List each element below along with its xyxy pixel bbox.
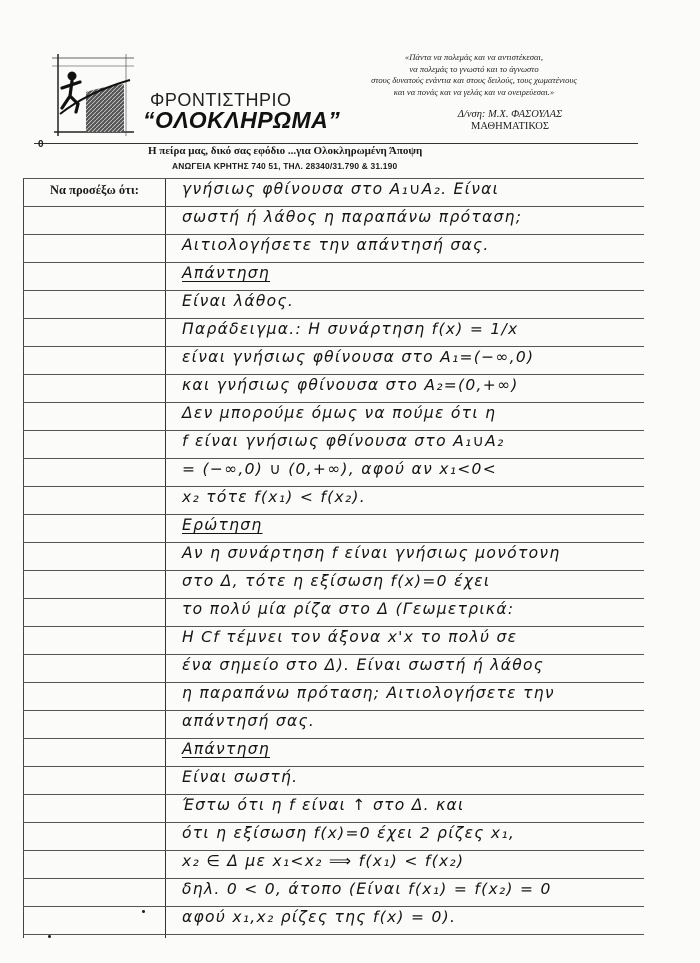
margin-line [165, 178, 166, 938]
handwritten-line: γνήσιως φθίνουσα στο A₁∪A₂. Είναι [182, 180, 500, 198]
quote [352, 52, 596, 98]
ruled-line [23, 878, 644, 879]
handwritten-line: η παραπάνω πρόταση; Αιτιολογήσετε την [182, 684, 555, 702]
ruled-line [23, 374, 644, 375]
header-rule [34, 143, 638, 144]
handwritten-line: f είναι γνήσιως φθίνουσα στο A₁∪A₂ [182, 432, 505, 450]
quote-line: «Πάντα να πολεμάς και να αντιστέκεσαι, [404, 52, 544, 62]
ruled-line [23, 542, 644, 543]
ruled-line [23, 570, 644, 571]
handwritten-line: αφού x₁,x₂ ρίζες της f(x) = 0). [182, 908, 457, 926]
ruled-line [23, 262, 644, 263]
ruled-line [23, 738, 644, 739]
ruled-line [23, 514, 644, 515]
ruled-line [23, 682, 644, 683]
handwritten-line: x₂ ∈ Δ με x₁<x₂ ⟹ f(x₁) < f(x₂) [182, 852, 465, 870]
quote-line: και να πονάς και να γελάς και να ονειρεύεσαι.» [393, 86, 555, 97]
handwritten-line: το πολύ μία ρίζα στο Δ (Γεωμετρικά: [182, 600, 515, 618]
left-border [23, 178, 24, 938]
ruled-line [23, 486, 644, 487]
ruled-line [23, 402, 644, 403]
handwritten-line: ότι η εξίσωση f(x)=0 έχει 2 ρίζες x₁, [182, 824, 516, 842]
handwritten-heading: Απάντηση [182, 264, 271, 282]
question-label: Να προσέξω ότι: [50, 183, 139, 197]
ruled-line [23, 598, 644, 599]
brand-name-main: “ΟΛΟΚΛΗΡΩΜΑ” [143, 107, 341, 133]
handwritten-line: x₂ τότε f(x₁) < f(x₂). [182, 488, 367, 506]
ruled-line [23, 822, 644, 823]
ruled-line [23, 626, 644, 627]
runner-on-graph-logo [48, 52, 136, 138]
ruled-line [23, 654, 644, 655]
ruled-line [23, 458, 644, 459]
handwritten-line: Αν η συνάρτηση f είναι γνήσιως μονότονη [182, 544, 561, 562]
ruled-line [23, 906, 644, 907]
handwritten-line: και γνήσιως φθίνουσα στο A₂=(0,+∞) [182, 376, 519, 394]
ruled-line [23, 206, 644, 207]
quote-line: στους δυνατούς ενάντια και στους δειλούς, τους χωματένιους [371, 75, 577, 85]
motto: Η πείρα μας, δικό σας εφόδιο ...για Ολοκληρωμένη Άποψη [148, 145, 423, 157]
handwritten-line: Είναι σωστή. [182, 768, 299, 786]
handwritten-line: Έστω ότι η f είναι ↑ στο Δ. και [182, 796, 465, 814]
handwritten-heading: Ερώτηση [182, 516, 263, 534]
brand-name-top: ΦΡΟΝΤΙΣΤΗΡΙΟ [150, 90, 292, 110]
director-subject: ΜΑΘΗΜΑΤΙΚΟΣ [471, 121, 549, 132]
stray-mark [48, 935, 51, 938]
ruled-line [23, 794, 644, 795]
stray-mark [142, 910, 145, 913]
address: ΑΝΩΓΕΙΑ ΚΡΗΤΗΣ 740 51, ΤΗΛ. 28340/31.790 & 31.190 [172, 161, 398, 171]
handwritten-line: στο Δ, τότε η εξίσωση f(x)=0 έχει [182, 572, 491, 590]
handwritten-line: ένα σημείο στο Δ). Είναι σωστή ή λάθος [182, 656, 545, 674]
page-number: 0 [38, 139, 44, 150]
handwritten-line: Δεν μπορούμε όμως να πούμε ότι η [182, 404, 497, 422]
handwritten-line: είναι γνήσιως φθίνουσα στο A₁=(−∞,0) [182, 348, 535, 366]
ruled-line [23, 346, 644, 347]
ruled-line [23, 178, 644, 179]
handwritten-line: δηλ. 0 < 0, άτοπο (Είναι f(x₁) = f(x₂) = 0 [182, 880, 552, 898]
handwritten-line: απάντησή σας. [182, 712, 316, 730]
handwritten-line: = (−∞,0) ∪ (0,+∞), αφού αν x₁<0< [182, 460, 497, 478]
handwritten-heading: Απάντηση [182, 740, 271, 758]
ruled-line [23, 234, 644, 235]
director-name: Δ/νση: Μ.Χ. ΦΑΣΟΥΛΑΣ [457, 109, 563, 120]
ruled-line [23, 430, 644, 431]
handwritten-line: σωστή ή λάθος η παραπάνω πρόταση; [182, 208, 523, 226]
ruled-line [23, 934, 644, 935]
ruled-line [23, 290, 644, 291]
handwritten-line: Η Cf τέμνει τον άξονα x'x το πολύ σε [182, 628, 518, 646]
handwritten-line: Αιτιολογήσετε την απάντησή σας. [182, 236, 490, 254]
ruled-line [23, 710, 644, 711]
ruled-line [23, 766, 644, 767]
ruled-line [23, 850, 644, 851]
handwritten-line: Παράδειγμα.: Η συνάρτηση f(x) = 1/x [182, 320, 519, 338]
handwritten-line: Είναι λάθος. [182, 292, 295, 310]
quote-line: να πολεμάς το γνωστό και το άγνωστο [409, 63, 539, 74]
ruled-line [23, 318, 644, 319]
